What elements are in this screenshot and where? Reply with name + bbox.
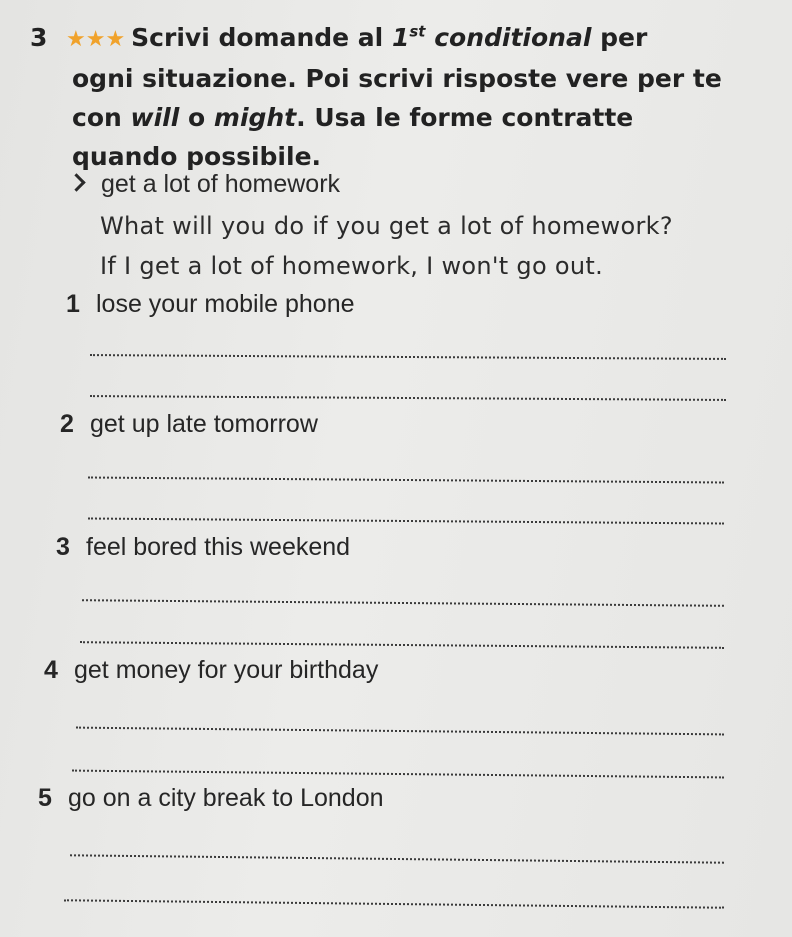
answer-line-4a[interactable] <box>76 727 724 736</box>
first-sup: st <box>409 22 426 41</box>
exercise-item-2 <box>60 410 318 439</box>
answer-line-3b[interactable] <box>80 641 724 649</box>
exercise-number: 3 <box>30 23 48 52</box>
item-text: lose your mobile phone <box>96 290 355 318</box>
exercise-item-5 <box>38 784 384 813</box>
instruction-line-1: Scrivi domande al <box>131 23 384 52</box>
answer-line-2b[interactable] <box>88 518 724 525</box>
instruction-line-2: ogni situazione. Poi scrivi risposte vere per te <box>72 64 722 93</box>
exercise-item-3 <box>56 533 350 562</box>
difficulty-stars-icon: ★★★ <box>66 27 126 52</box>
conditional-word: conditional <box>434 23 592 52</box>
first-label: 1 <box>391 23 410 52</box>
item-number: 3 <box>56 533 70 561</box>
item-text: feel bored this weekend <box>86 533 351 561</box>
answer-line-1a[interactable] <box>90 354 726 360</box>
item-text: get money for your birthday <box>74 656 379 684</box>
answer-line-3a[interactable] <box>82 599 724 607</box>
item-text: get up late tomorrow <box>90 410 318 438</box>
item-number: 1 <box>66 290 80 318</box>
exercise-item-4 <box>44 656 378 685</box>
answer-line-2a[interactable] <box>88 477 724 484</box>
item-text: go on a city break to London <box>68 784 384 812</box>
exercise-instructions <box>28 18 728 176</box>
item-number: 4 <box>44 656 58 684</box>
example-answer-question: What will you do if you get a lot of homework? <box>100 212 673 240</box>
answer-line-5a[interactable] <box>70 854 724 863</box>
example-prompt-text: get a lot of homework <box>101 170 341 198</box>
instruction-per: per <box>600 23 648 52</box>
answer-line-5b[interactable] <box>64 899 724 908</box>
instruction-line-3: con will o might. Usa le forme contratte <box>72 103 634 132</box>
item-number: 5 <box>38 784 52 812</box>
answer-line-4b[interactable] <box>72 770 724 779</box>
item-number: 2 <box>60 410 74 438</box>
answer-line-1b[interactable] <box>90 395 726 401</box>
instruction-line-4: quando possibile. <box>72 142 322 171</box>
example-answer-response: If I get a lot of homework, I won't go out. <box>100 252 604 280</box>
example-prompt <box>70 170 340 199</box>
arrow-right-icon <box>67 173 85 191</box>
exercise-item-1 <box>66 290 355 319</box>
